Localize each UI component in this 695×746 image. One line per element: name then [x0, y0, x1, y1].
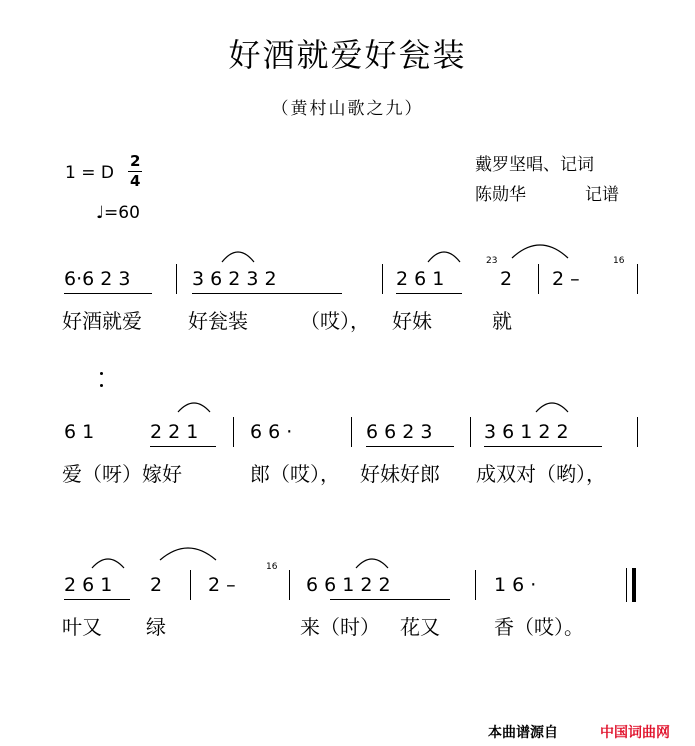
notes-line3-measure4: 1 6 ·	[494, 574, 537, 596]
beam-line2-m4	[484, 446, 602, 447]
barline	[233, 417, 234, 447]
source-label: 本曲谱源自	[488, 725, 558, 741]
grace-note: 16	[266, 562, 278, 572]
lyric-line1-c: （哎），	[300, 309, 370, 333]
lyric-line3-a: 叶又	[62, 615, 102, 639]
notes-line3-measure3: 6 6 1 2 2	[306, 574, 391, 596]
lyric-line2-a: 爱（呀）嫁好	[62, 462, 182, 486]
time-signature-bottom: 4	[130, 172, 141, 190]
lyric-line2-b: 郎（哎），	[250, 462, 340, 486]
tempo-marking: ♩=60	[96, 203, 140, 223]
grace-note: 16	[613, 256, 625, 266]
slur	[222, 252, 254, 262]
barline	[475, 570, 476, 600]
slur	[512, 245, 568, 258]
credit-transcriber-role: 记谱	[585, 185, 619, 205]
key-signature: 1 = D	[65, 163, 114, 183]
lyric-line3-b: 绿	[146, 615, 166, 639]
notes-line2-measure3: 6 6 2 3	[366, 421, 433, 443]
notes-line3-measure1b: 2	[150, 574, 163, 596]
barline	[190, 570, 191, 600]
notes-line1-measure4: 2 –	[552, 268, 580, 290]
stray-dot	[100, 372, 103, 375]
song-title: 好酒就爱好瓮装	[228, 36, 467, 74]
lyric-line1-b: 好瓮装	[188, 309, 248, 333]
stray-dot	[100, 384, 103, 387]
grace-note: 23	[486, 256, 498, 266]
beam-line2-m3	[366, 446, 454, 447]
final-barline-thick	[632, 568, 636, 602]
notes-line3-measure1a: 2 6 1	[64, 574, 113, 596]
lyric-line3-c: 来（时）	[300, 615, 380, 639]
notes-line2-measure1a: 6 1	[64, 421, 95, 443]
lyric-line2-d: 成双对（哟），	[476, 462, 606, 486]
barline	[351, 417, 352, 447]
site-link[interactable]: 中国词曲网	[600, 725, 670, 741]
slur	[428, 252, 460, 262]
time-signature-top: 2	[130, 152, 141, 170]
lyric-line3-e: 香（哎）。	[494, 615, 584, 639]
notes-line3-measure2: 2 –	[208, 574, 236, 596]
barline	[289, 570, 290, 600]
notes-line2-measure2: 6 6 ·	[250, 421, 293, 443]
barline	[637, 417, 638, 447]
song-subtitle: （黄村山歌之九）	[271, 99, 424, 119]
slur	[160, 548, 216, 560]
lyric-line3-d: 花又	[400, 615, 440, 639]
notes-line1-measure2: 3 6 2 3 2	[192, 268, 277, 290]
final-barline-thin	[626, 568, 627, 602]
lyric-line2-c: 好妹好郎	[360, 462, 440, 486]
notes-line1-measure3b: 2	[500, 268, 513, 290]
lyric-line1-a: 好酒就爱	[62, 309, 142, 333]
notes-line2-measure4: 3 6 1 2 2	[484, 421, 569, 443]
slur	[92, 559, 124, 568]
credit-transcriber-name: 陈勋华	[475, 185, 526, 205]
slur	[356, 559, 388, 568]
slur	[536, 403, 568, 412]
slur	[178, 403, 210, 412]
beam-line3-m1	[64, 599, 130, 600]
lyric-line1-d: 好妹	[392, 309, 432, 333]
beam-line3-m3	[330, 599, 450, 600]
notes-line1-measure3: 2 6 1	[396, 268, 445, 290]
lyric-line1-e: 就	[492, 309, 512, 333]
barline	[470, 417, 471, 447]
notes-line1-measure1: 6·6 2 3	[64, 268, 131, 290]
beam-line2-m1	[150, 446, 216, 447]
notes-line2-measure1b: 2 2 1	[150, 421, 199, 443]
credit-singer: 戴罗坚唱、记词	[475, 155, 594, 175]
